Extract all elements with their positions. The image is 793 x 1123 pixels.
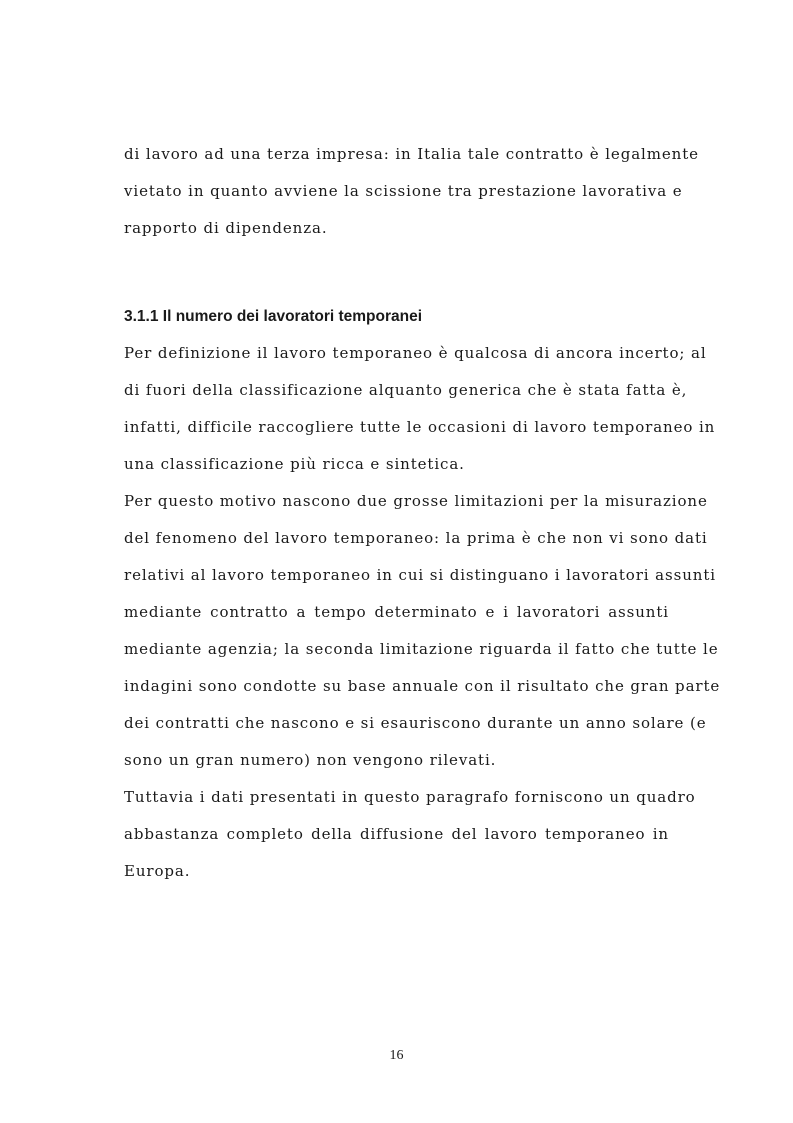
text-line: Per definizione il lavoro temporaneo è qualcosa di ancora incerto; al — [124, 344, 707, 362]
paragraph-2 — [124, 483, 721, 779]
paragraph-1 — [124, 335, 716, 483]
text-line: mediante agenzia; la seconda limitazione riguarda il fatto che tutte le — [124, 640, 719, 658]
text-line: vietato in quanto avviene la scissione tra prestazione lavorativa e — [124, 182, 683, 200]
text-line: del fenomeno del lavoro temporaneo: la prima è che non vi sono dati — [124, 529, 708, 547]
text-line: relativi al lavoro temporaneo in cui si distinguano i lavoratori assunti — [124, 566, 716, 584]
text-line: Per questo motivo nascono due grosse limitazioni per la misurazione — [124, 492, 708, 510]
text-line: rapporto di dipendenza. — [124, 219, 328, 237]
text-line: abbastanza completo della diffusione del lavoro temporaneo in — [124, 825, 669, 843]
text-line: Tuttavia i dati presentati in questo paragrafo forniscono un quadro — [124, 788, 696, 806]
text-line: indagini sono condotte su base annuale con il risultato che gran parte — [124, 677, 721, 695]
page-number: 16 — [389, 1048, 404, 1063]
text-line: sono un gran numero) non vengono rilevati. — [124, 751, 497, 769]
text-line: una classificazione più ricca e sintetica. — [124, 455, 465, 473]
text-line: infatti, difficile raccogliere tutte le occasioni di lavoro temporaneo in — [124, 418, 716, 436]
text-line: di fuori della classificazione alquanto generica che è stata fatta è, — [124, 381, 688, 399]
text-line: di lavoro ad una terza impresa: in Italia tale contratto è legalmente — [124, 145, 699, 163]
paragraph-3 — [124, 779, 696, 890]
text-line: dei contratti che nascono e si esauriscono durante un anno solare (e — [124, 714, 707, 732]
section-heading: 3.1.1 Il numero dei lavoratori temporanei — [124, 308, 423, 325]
text-line: mediante contratto a tempo determinato e i lavoratori assunti — [124, 603, 669, 621]
text-line: Europa. — [124, 862, 191, 880]
intro-paragraph — [124, 136, 699, 247]
